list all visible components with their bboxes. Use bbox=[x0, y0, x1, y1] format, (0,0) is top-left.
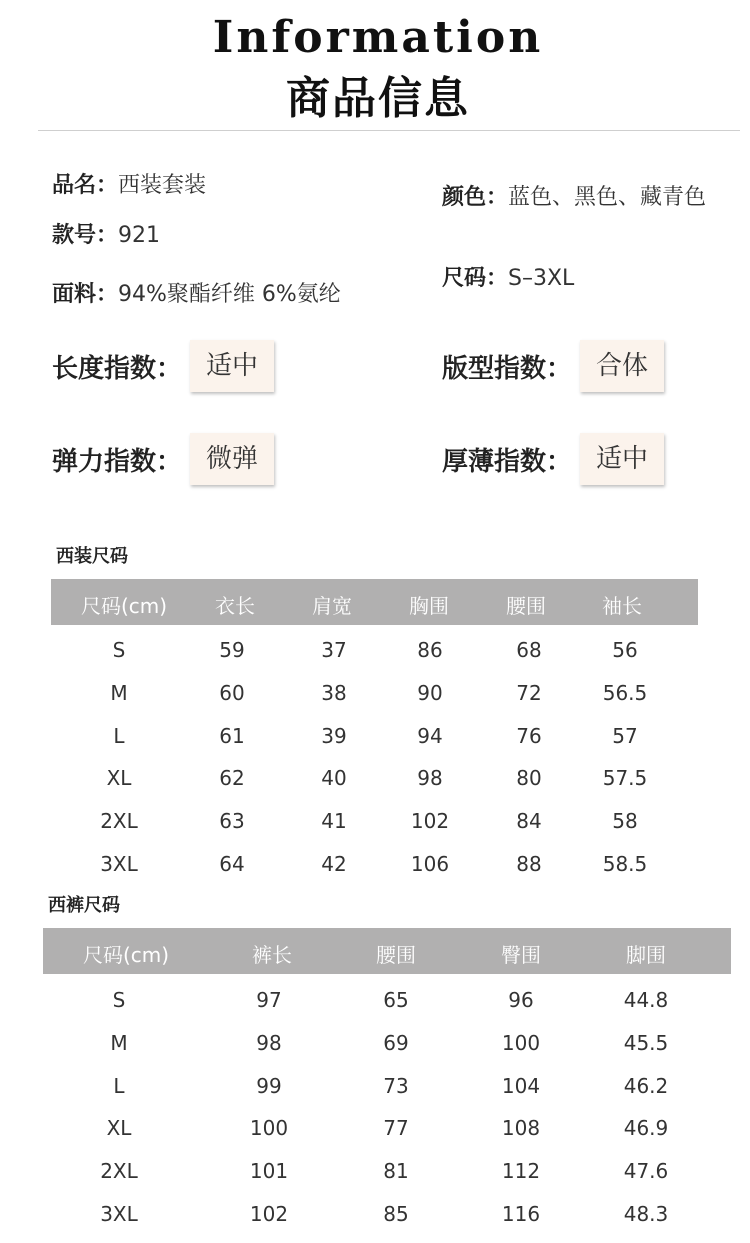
suit-header-cell: 衣长 bbox=[215, 594, 255, 618]
table-cell: 76 bbox=[516, 723, 542, 748]
color-label: 颜色： bbox=[442, 185, 509, 210]
table-cell: 99 bbox=[256, 1073, 282, 1098]
pants-header-cell: 尺码(cm) bbox=[82, 943, 170, 967]
table-cell: 106 bbox=[410, 852, 450, 876]
pants-header-cell: 脚围 bbox=[626, 943, 666, 967]
table-cell: 101 bbox=[249, 1159, 289, 1184]
table-cell: 39 bbox=[321, 723, 347, 748]
fit-index-badge: 合体 bbox=[580, 340, 664, 392]
table-cell: 3XL bbox=[100, 1202, 138, 1226]
table-cell: 56.5 bbox=[602, 680, 648, 705]
table-row bbox=[0, 673, 750, 713]
table-cell: 97 bbox=[256, 988, 282, 1012]
table-cell: 86 bbox=[417, 638, 443, 662]
suit-header-cell: 胸围 bbox=[409, 594, 449, 618]
size-label: 尺码： bbox=[442, 266, 509, 291]
table-cell: 40 bbox=[321, 766, 347, 791]
table-row bbox=[0, 1194, 750, 1234]
table-cell: 102 bbox=[249, 1202, 289, 1226]
thickness-index-label: 厚薄指数： bbox=[442, 446, 573, 477]
color-value: 蓝色、黑色、藏青色 bbox=[508, 185, 707, 210]
table-row bbox=[0, 1066, 750, 1106]
table-cell: 81 bbox=[383, 1159, 409, 1184]
table-cell: 38 bbox=[321, 680, 347, 705]
pants-header-cell: 腰围 bbox=[376, 943, 416, 967]
fabric-label: 面料： bbox=[52, 282, 119, 307]
table-cell: M bbox=[110, 1030, 128, 1055]
table-cell: 100 bbox=[249, 1116, 289, 1141]
table-cell: 98 bbox=[417, 766, 443, 791]
suit-header-cell: 尺码(cm) bbox=[80, 594, 168, 618]
table-cell: 80 bbox=[516, 766, 542, 791]
table-cell: 60 bbox=[219, 680, 245, 705]
table-cell: 90 bbox=[417, 680, 443, 705]
table-cell: 100 bbox=[501, 1030, 541, 1055]
table-cell: 48.3 bbox=[623, 1202, 669, 1226]
table-cell: 69 bbox=[383, 1030, 409, 1055]
table-cell: 62 bbox=[219, 766, 245, 791]
table-cell: 44.8 bbox=[623, 988, 669, 1012]
table-cell: 63 bbox=[219, 809, 245, 834]
style-number-value: 921 bbox=[118, 223, 161, 248]
table-cell: L bbox=[113, 723, 125, 748]
thickness-index bbox=[442, 433, 664, 485]
product-name-field bbox=[52, 168, 206, 199]
table-cell: 102 bbox=[410, 809, 450, 834]
table-cell: 42 bbox=[321, 852, 347, 876]
fabric-field bbox=[52, 277, 341, 308]
table-cell: 68 bbox=[516, 638, 542, 662]
pants-header-cell: 裤长 bbox=[252, 943, 292, 967]
table-row bbox=[0, 980, 750, 1020]
table-cell: 64 bbox=[219, 852, 245, 876]
table-row bbox=[0, 630, 750, 670]
size-value: S–3XL bbox=[508, 266, 575, 291]
pants-header-cell: 臀围 bbox=[501, 943, 541, 967]
table-cell: 88 bbox=[516, 852, 542, 876]
stretch-index-label: 弹力指数： bbox=[52, 446, 183, 477]
table-cell: 73 bbox=[383, 1073, 409, 1098]
table-row bbox=[0, 844, 750, 884]
table-row bbox=[0, 758, 750, 798]
color-field bbox=[442, 180, 706, 211]
table-cell: 94 bbox=[417, 723, 443, 748]
suit-header-cell: 肩宽 bbox=[312, 594, 352, 618]
table-cell: 58 bbox=[612, 809, 638, 834]
length-index bbox=[52, 340, 274, 392]
table-cell: 41 bbox=[321, 809, 347, 834]
table-row bbox=[0, 801, 750, 841]
product-name-label: 品名： bbox=[52, 173, 119, 198]
pants-size-title: 西裤尺码 bbox=[48, 895, 120, 916]
table-cell: 84 bbox=[516, 809, 542, 834]
table-cell: S bbox=[112, 988, 126, 1012]
size-field bbox=[442, 261, 574, 292]
table-cell: 2XL bbox=[100, 1159, 138, 1184]
stretch-index bbox=[52, 433, 274, 485]
suit-size-title: 西装尺码 bbox=[56, 546, 128, 567]
table-cell: 37 bbox=[321, 638, 347, 662]
table-cell: 116 bbox=[501, 1202, 541, 1226]
page-title-cn: 商品信息 bbox=[286, 73, 470, 124]
table-row bbox=[0, 1108, 750, 1148]
table-cell: 104 bbox=[501, 1073, 541, 1098]
style-number-field bbox=[52, 218, 160, 249]
table-cell: 98 bbox=[256, 1030, 282, 1055]
table-cell: S bbox=[112, 638, 126, 662]
table-cell: 72 bbox=[516, 680, 542, 705]
fabric-value: 94%聚酯纤维 6%氨纶 bbox=[118, 282, 341, 307]
table-cell: 96 bbox=[508, 988, 534, 1012]
thickness-index-badge: 适中 bbox=[580, 433, 664, 485]
suit-header-cell: 腰围 bbox=[506, 594, 546, 618]
fit-index bbox=[442, 340, 664, 392]
table-cell: 85 bbox=[383, 1202, 409, 1226]
table-cell: 61 bbox=[219, 723, 245, 748]
table-cell: M bbox=[110, 680, 128, 705]
table-row bbox=[0, 1023, 750, 1063]
pants-table-header bbox=[43, 928, 731, 974]
table-cell: 46.2 bbox=[623, 1073, 669, 1098]
page-title-en: Information bbox=[212, 12, 544, 63]
product-name-value: 西装套装 bbox=[118, 173, 207, 198]
table-cell: 112 bbox=[501, 1159, 541, 1184]
table-cell: 57.5 bbox=[602, 766, 648, 791]
fit-index-label: 版型指数： bbox=[442, 353, 573, 384]
style-number-label: 款号： bbox=[52, 223, 119, 248]
table-cell: 2XL bbox=[100, 809, 138, 834]
suit-header-cell: 袖长 bbox=[602, 594, 642, 618]
table-cell: 45.5 bbox=[623, 1030, 669, 1055]
table-cell: XL bbox=[106, 766, 132, 791]
title-divider bbox=[38, 130, 740, 131]
table-cell: 58.5 bbox=[602, 852, 648, 876]
table-cell: 56 bbox=[612, 638, 638, 662]
table-cell: 59 bbox=[219, 638, 245, 662]
length-index-label: 长度指数： bbox=[52, 353, 183, 384]
table-cell: 77 bbox=[383, 1116, 409, 1141]
table-cell: 47.6 bbox=[623, 1159, 669, 1184]
table-cell: 65 bbox=[383, 988, 409, 1012]
table-cell: XL bbox=[106, 1116, 132, 1141]
table-cell: L bbox=[113, 1073, 125, 1098]
table-cell: 108 bbox=[501, 1116, 541, 1141]
table-row bbox=[0, 1151, 750, 1191]
stretch-index-badge: 微弹 bbox=[190, 433, 274, 485]
table-cell: 57 bbox=[612, 723, 638, 748]
table-cell: 46.9 bbox=[623, 1116, 669, 1141]
suit-table-header bbox=[51, 579, 698, 625]
table-row bbox=[0, 716, 750, 756]
table-cell: 3XL bbox=[100, 852, 138, 876]
length-index-badge: 适中 bbox=[190, 340, 274, 392]
